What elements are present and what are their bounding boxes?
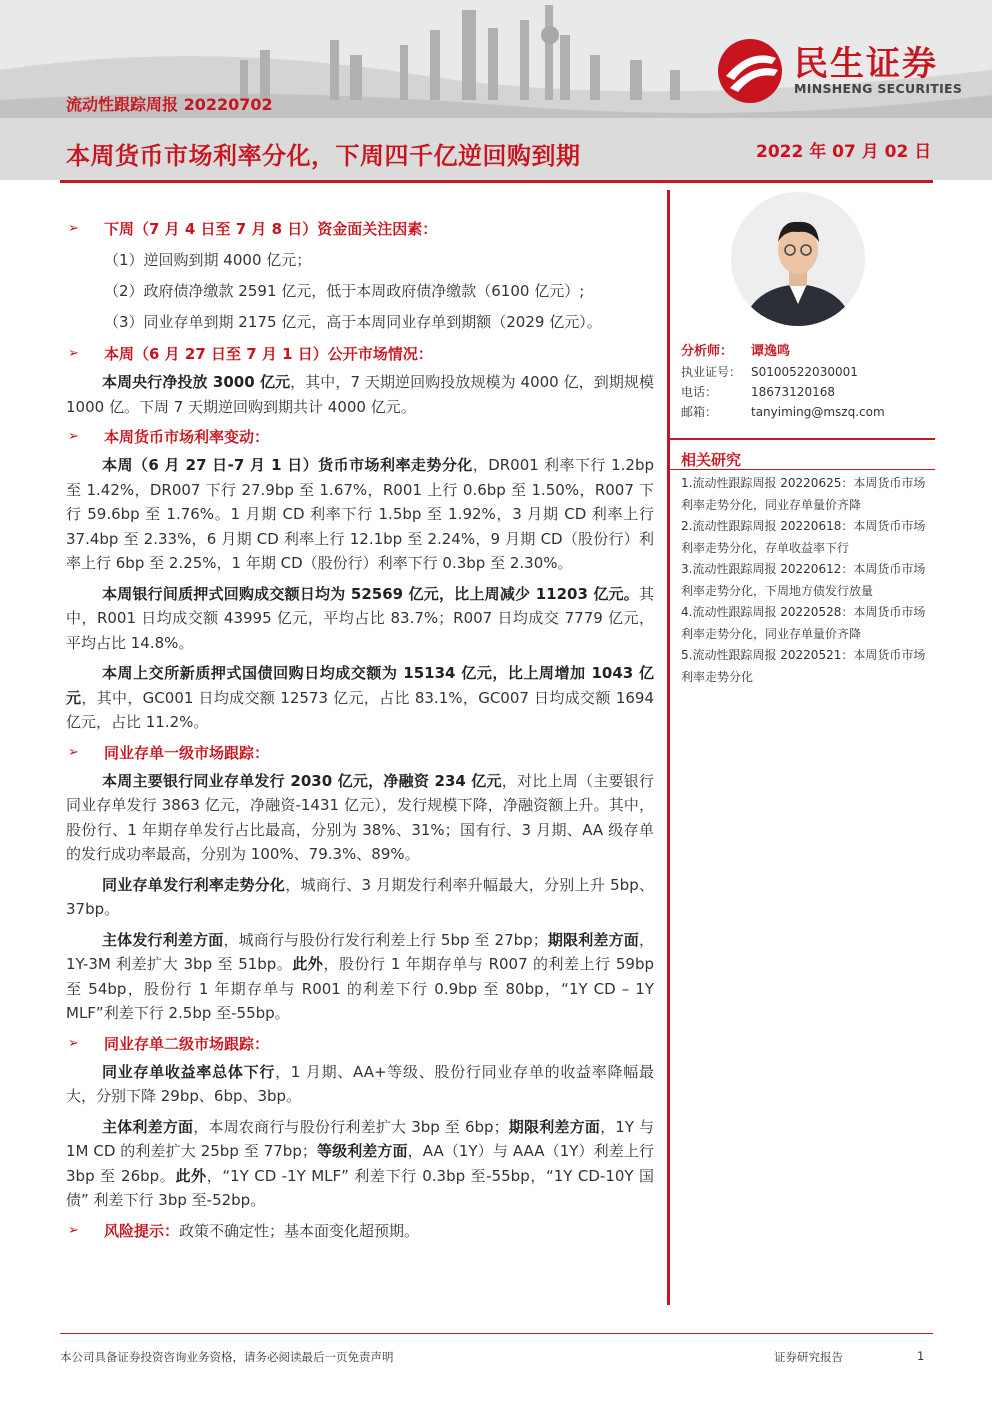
paragraph: 本周（6 月 27 日-7 月 1 日）货币市场利率走势分化，DR001 利率下行 1.2bp 至 1.42%，DR007 下行 27.9bp 至 1.67%，R001 上行 0.6bp 至 1.50%，R007 下行 59.6bp 至 1.76%。1 月期 CD 利率下行 1.5bp 至 1.92%，3 月期 CD 利率上行 37.4bp 至 2.33%，6 月期 CD 利率上行 12.1bp 至 2.24%，9 月期 CD（股份行）利率上行 6bp 至 2.25%，1 年期 CD（股份行）利率下行 0.3bp 至 2.30%。 — [66, 456, 654, 572]
list-item: （3）同业存单到期 2175 亿元，高于本周同业存单到期额（2029 亿元）。 — [104, 313, 602, 331]
related-research-item[interactable]: 1.流动性跟踪周报 20220625：本周货币市场利率走势分化，同业存单量价齐降 — [681, 476, 926, 512]
header-banner — [0, 0, 992, 180]
arrow-bullet-icon: ➢ — [68, 429, 79, 444]
analyst-portrait-icon — [731, 192, 865, 326]
related-research-item[interactable]: 2.流动性跟踪周报 20220618：本周货币市场利率走势分化，存单收益率下行 — [681, 519, 926, 555]
related-research-title: 相关研究 — [681, 451, 742, 469]
footer-divider — [60, 1333, 933, 1334]
analyst-name: 谭逸鸣 — [751, 344, 791, 359]
email-link[interactable]: tanyiming@mszq.com — [751, 405, 885, 419]
analyst-info — [681, 342, 931, 422]
report-date: 2022 年 07 月 02 日 — [756, 142, 932, 162]
page-number: 1 — [917, 1349, 925, 1363]
license-number: S0100522030001 — [751, 365, 858, 379]
related-research-item[interactable]: 4.流动性跟踪周报 20220528：本周货币市场利率走势分化，同业存单量价齐降 — [681, 605, 926, 641]
risk-warning: ➢ 风险提示：政策不确定性；基本面变化超预期。 — [66, 1219, 654, 1243]
list-item: （1）逆回购到期 4000 亿元； — [104, 251, 312, 269]
section-heading: ➢ 本周货币市场利率变动： — [66, 425, 654, 449]
list-item: （2）政府债净缴款 2591 亿元，低于本周政府债净缴款（6100 亿元）; — [104, 282, 585, 300]
phone-label: 电话： — [681, 385, 718, 399]
brand-name-en: MINSHENG SECURITIES — [794, 81, 963, 96]
brand-logo-icon — [716, 36, 786, 106]
paragraph: 同业存单收益率总体下行，1 月期、AA+等级、股份行同业存单的收益率降幅最大，分别下降 29bp、6bp、3bp。 — [66, 1062, 654, 1105]
brand-logo — [716, 36, 966, 106]
paragraph: 本周银行间质押式回购成交额日均为 52569 亿元，比上周减少 11203 亿元。其中，R001 日均成交额 43995 亿元，平均占比 83.7%；R007 日均成交 7779 亿元，平均占比 14.8%。 — [66, 584, 654, 652]
report-title: 本周货币市场利率分化，下周四千亿逆回购到期 — [66, 142, 581, 170]
footer-disclaimer: 本公司具备证券投资咨询业务资格，请务必阅读最后一页免责声明 — [60, 1350, 394, 1364]
footer-doc-type: 证券研究报告 — [774, 1350, 843, 1364]
related-research-item[interactable]: 3.流动性跟踪周报 20220612：本周货币市场利率走势分化，下周地方债发行放量 — [681, 562, 926, 598]
analyst-photo — [731, 192, 865, 326]
arrow-bullet-icon: ➢ — [68, 1035, 79, 1051]
section-heading: ➢ 同业存单一级市场跟踪： — [66, 741, 654, 765]
paragraph: 主体发行利差方面，城商行与股份行发行利差上行 5bp 至 27bp；期限利差方面，1Y-3M 利差扩大 3bp 至 51bp。此外，股份行 1 年期存单与 R007 的利差上行 59bp 至 54bp，股份行 1 年期存单与 R001 的利差下行 0.9bp 至 80bp，“1Y CD – 1Y MLF”利差下行 2.5bp 至-55bp。 — [66, 930, 654, 1022]
paragraph: 本周主要银行同业存单发行 2030 亿元，净融资 234 亿元，对比上周（主要银行同业存单发行 3863 亿元，净融资-1431 亿元），发行规模下降，净融资额上升。其中，股份行、1 年期存单发行占比最高，分别为 38%、31%；国有行、3 月期、AA 级存单的发行成功率最高，分别为 100%、79.3%、89%。 — [66, 771, 654, 863]
arrow-bullet-icon: ➢ — [68, 346, 79, 361]
license-label: 执业证号： — [681, 365, 742, 379]
brand-name-cn: 民生证券 — [794, 44, 938, 84]
related-research-item[interactable]: 5.流动性跟踪周报 20220521：本周货币市场利率走势分化 — [681, 648, 926, 684]
header-divider — [60, 180, 933, 183]
analyst-label: 分析师： — [681, 344, 734, 359]
email-label: 邮箱： — [681, 405, 718, 419]
phone-number: 18673120168 — [751, 385, 835, 399]
paragraph: 本周央行净投放 3000 亿元，其中，7 天期逆回购投放规模为 4000 亿，到期规模 1000 亿。下周 7 天期逆回购到期共计 4000 亿元。 — [66, 373, 654, 416]
main-content — [66, 217, 654, 1247]
paragraph: 主体利差方面，本周农商行与股份行利差扩大 3bp 至 6bp；期限利差方面，1Y 与 1M CD 的利差扩大 25bp 至 77bp；等级利差方面，AA（1Y）与 AAA（1Y）利差上行 3bp 至 26bp。此外，“1Y CD -1Y MLF” 利差下行 0.3bp 至-55bp，“1Y CD-10Y 国债” 利差下行 3bp 至-52bp。 — [66, 1117, 654, 1209]
column-divider — [667, 190, 670, 1305]
arrow-bullet-icon: ➢ — [68, 221, 79, 236]
sidebar-divider — [670, 438, 935, 440]
arrow-bullet-icon: ➢ — [68, 1222, 79, 1238]
arrow-bullet-icon: ➢ — [68, 744, 79, 760]
section-heading: ➢ 本周（6 月 27 日至 7 月 1 日）公开市场情况： — [66, 342, 654, 366]
section-heading: ➢ 下周（7 月 4 日至 7 月 8 日）资金面关注因素： — [66, 217, 654, 241]
series-title: 流动性跟踪周报 20220702 — [66, 95, 273, 114]
paragraph: 本周上交所新质押式国债回购日均成交额为 15134 亿元，比上周增加 1043 亿元，其中，GC001 日均成交额 12573 亿元，占比 83.1%，GC007 日均成交额 1694 亿元，占比 11.2%。 — [66, 664, 654, 731]
sidebar-divider — [670, 469, 935, 470]
related-research-list — [681, 473, 933, 688]
section-heading: ➢ 同业存单二级市场跟踪： — [66, 1032, 654, 1056]
paragraph: 同业存单发行利率走势分化，城商行、3 月期发行利率升幅最大，分别上升 5bp、37bp。 — [66, 875, 654, 918]
